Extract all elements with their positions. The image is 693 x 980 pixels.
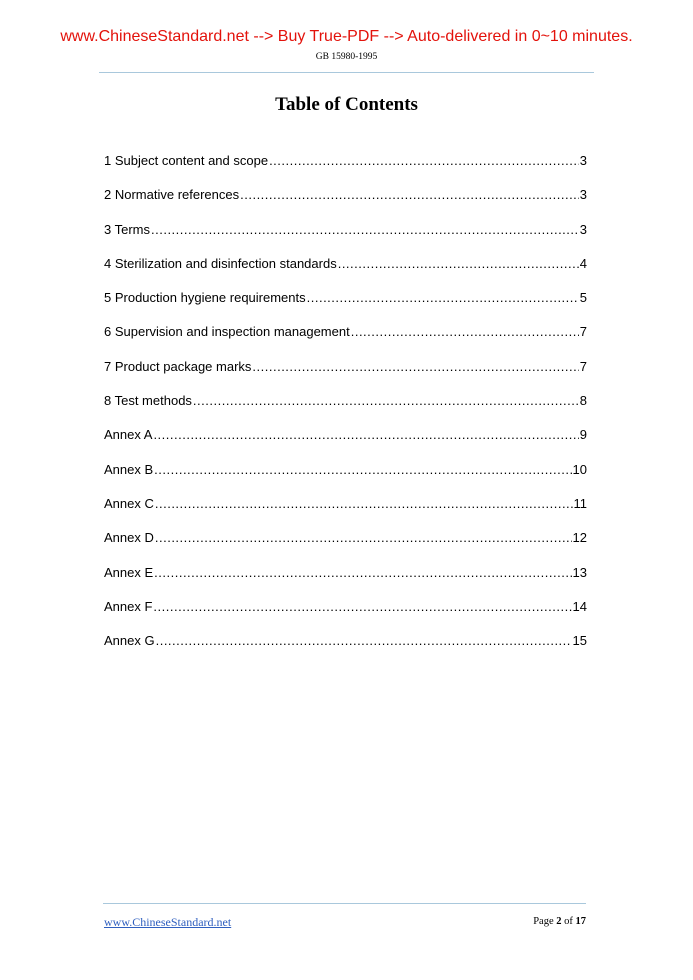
toc-entry-page: 15 (572, 633, 587, 649)
toc-entry[interactable] (104, 187, 587, 221)
toc-entry-label: Annex E (104, 564, 154, 580)
toc-entry[interactable] (104, 462, 587, 496)
toc-dot-leader (252, 359, 578, 375)
toc-entry-page: 5 (579, 290, 587, 306)
toc-entry-label: 4 Sterilization and disinfection standards (104, 255, 337, 271)
toc-entry-label: Annex B (104, 461, 154, 477)
toc-entry-page: 13 (572, 564, 587, 580)
promo-banner[interactable]: www.ChineseStandard.net --> Buy True-PDF --> Auto-delivered in 0~10 minutes. (60, 28, 633, 45)
header-divider (99, 72, 594, 73)
toc-dot-leader (269, 153, 579, 169)
toc-list (104, 153, 587, 667)
toc-dot-leader (307, 290, 579, 306)
toc-entry-label: 3 Terms (104, 221, 150, 237)
toc-entry-label: Annex C (104, 495, 154, 511)
toc-entry[interactable] (104, 324, 587, 358)
toc-entry-label: 8 Test methods (104, 393, 192, 409)
toc-entry-label: 6 Supervision and inspection management (104, 324, 350, 340)
toc-dot-leader (153, 427, 578, 443)
toc-entry-page: 9 (579, 427, 587, 443)
toc-entry-page: 12 (572, 530, 587, 546)
toc-entry-page: 11 (573, 495, 587, 511)
toc-entry-page: 8 (579, 393, 587, 409)
toc-entry-page: 14 (572, 598, 587, 614)
toc-entry[interactable] (104, 290, 587, 324)
toc-entry-page: 3 (579, 187, 587, 203)
toc-entry-label: 2 Normative references (104, 187, 240, 203)
toc-entry-page: 7 (579, 324, 587, 340)
toc-dot-leader (155, 530, 572, 546)
toc-entry-page: 10 (572, 461, 587, 477)
page-current: 2 (556, 916, 562, 927)
toc-entry[interactable] (104, 633, 587, 667)
toc-entry[interactable] (104, 393, 587, 427)
footer-divider (103, 903, 586, 904)
toc-entry[interactable] (104, 153, 587, 187)
toc-dot-leader (155, 496, 573, 512)
page-of: of (564, 916, 573, 927)
toc-entry[interactable] (104, 599, 587, 633)
page-word: Page (533, 916, 554, 927)
toc-entry-label: 7 Product package marks (104, 358, 252, 374)
toc-entry-label: Annex A (104, 427, 153, 443)
toc-entry[interactable] (104, 530, 587, 564)
toc-entry[interactable] (104, 496, 587, 530)
toc-dot-leader (153, 599, 571, 615)
toc-entry-page: 3 (579, 153, 587, 168)
toc-entry[interactable] (104, 427, 587, 461)
toc-dot-leader (156, 633, 572, 649)
toc-entry-label: Annex D (104, 530, 154, 546)
toc-entry[interactable] (104, 565, 587, 599)
footer-website-link[interactable]: www.ChineseStandard.net (104, 915, 232, 929)
toc-entry-page: 3 (579, 221, 587, 237)
toc-dot-leader (193, 393, 579, 409)
toc-entry-label: 5 Production hygiene requirements (104, 290, 306, 306)
toc-entry-page: 4 (579, 255, 587, 271)
toc-dot-leader (154, 565, 571, 581)
toc-entry[interactable] (104, 359, 587, 393)
page-title: Table of Contents (275, 94, 418, 115)
toc-dot-leader (154, 462, 571, 478)
toc-dot-leader (351, 324, 579, 340)
page-number (533, 916, 586, 928)
document-code: GB 15980-1995 (315, 52, 378, 62)
toc-entry[interactable] (104, 222, 587, 256)
toc-entry-page: 7 (579, 358, 587, 374)
toc-dot-leader (151, 222, 579, 238)
toc-dot-leader (240, 187, 579, 203)
toc-entry-label: 1 Subject content and scope (104, 153, 269, 168)
toc-entry[interactable] (104, 256, 587, 290)
page-total: 17 (575, 916, 586, 927)
toc-entry-label: Annex F (104, 598, 153, 614)
toc-entry-label: Annex G (104, 633, 155, 649)
toc-dot-leader (338, 256, 579, 272)
